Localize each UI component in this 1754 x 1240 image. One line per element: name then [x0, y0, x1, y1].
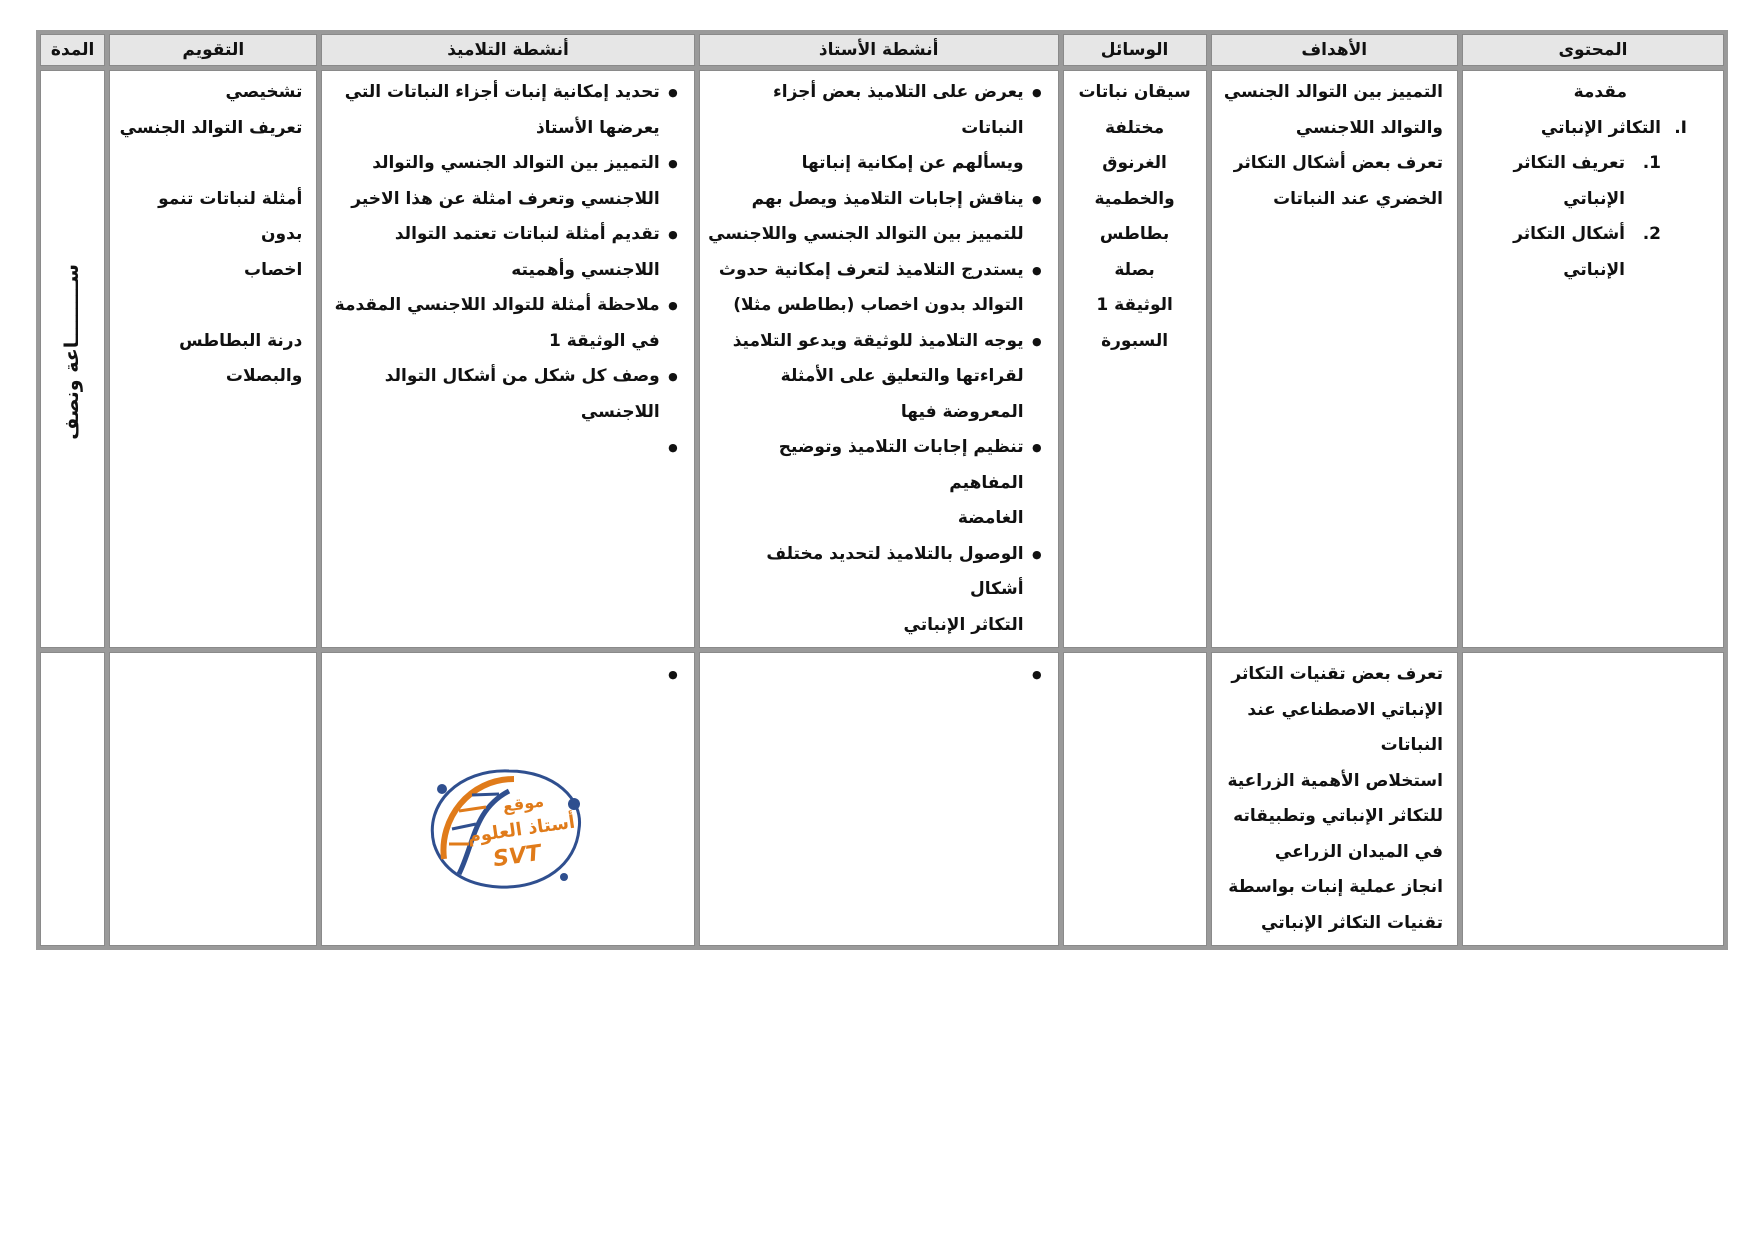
student-activities-cell-2 [321, 652, 694, 946]
objective-line: للتكاثر الإنباتي وتطبيقاته [1233, 806, 1443, 826]
activity-line: اللاجنسي وأهميته [511, 259, 660, 280]
teacher-activities-cell [699, 70, 1059, 648]
objective-line: تعرف بعض تقنيات التكاثر [1231, 664, 1443, 684]
activity-line: التكاثر الإنباتي [903, 614, 1024, 635]
dna-logo-icon [414, 749, 594, 899]
tool-line: والخطمية [1094, 188, 1175, 209]
tool-line: سيقان نباتات [1078, 82, 1191, 102]
activity-line: ● تنظيم إجابات التلاميذ وتوضيح المفاهيم [778, 437, 1024, 493]
evaluation-cell [109, 70, 317, 648]
student-activity [330, 75, 677, 146]
student-activity-empty [330, 657, 677, 693]
site-logo [330, 693, 677, 913]
objective-line: تعرف بعض أشكال التكاثر [1233, 153, 1443, 173]
evaluation-line: اخصاب [244, 259, 303, 280]
student-activity-empty [330, 430, 677, 466]
item-line1: تعريف التكاثر [1513, 153, 1625, 173]
activity-line: ● ملاحظة أمثلة للتوالد اللاجنسي المقدمة [334, 295, 660, 315]
tool-line: الوثيقة 1 [1096, 295, 1173, 315]
logo-text-middle: أستاذ العلوم [466, 811, 577, 847]
section-title: التكاثر الإنباتي [1540, 117, 1661, 138]
header-teacher-activities: أنشطة الأستاذ [699, 34, 1059, 66]
tool-line: الغرنوق [1102, 153, 1167, 173]
header-tools: الوسائل [1063, 34, 1207, 66]
item-number: 2. [1642, 224, 1661, 244]
student-activities-list-2 [330, 657, 677, 693]
activity-line: يعرضها الأستاذ [535, 117, 660, 138]
content-cell-2 [1462, 652, 1724, 946]
activity-line: المعروضة فيها [900, 401, 1024, 422]
evaluation-line: درنة البطاطس والبصلات [179, 330, 303, 386]
student-activity [330, 146, 677, 217]
teacher-activity [708, 430, 1042, 537]
objective-line: استخلاص الأهمية الزراعية [1227, 770, 1443, 791]
logo-text-bottom: SVT [491, 840, 543, 872]
row-1 [40, 70, 1724, 648]
student-activities-cell [321, 70, 694, 648]
item-line2: الإنباتي [1563, 259, 1625, 280]
tools-cell-2 [1063, 652, 1207, 946]
content-item-2 [1471, 217, 1661, 253]
header-student-activities: أنشطة التلاميذ [321, 34, 694, 66]
lesson-plan-table [36, 30, 1728, 950]
activity-line: ● تقديم أمثلة لنباتات تعتمد التوالد [394, 224, 660, 244]
activity-line [330, 657, 659, 693]
activity-line: ● التمييز بين التوالد الجنسي والتوالد [372, 153, 660, 173]
objective-line: الخضري عند النباتات [1273, 188, 1443, 209]
header-duration: المدة [40, 34, 105, 66]
activity-line: ● وصف كل شكل من أشكال التوالد [384, 366, 660, 386]
activity-line: ● يعرض على التلاميذ بعض أجزاء النباتات [773, 82, 1024, 138]
item-line1: أشكال التكاثر [1513, 224, 1625, 244]
teacher-activity [708, 253, 1042, 324]
content-intro: مقدمة [1573, 82, 1627, 102]
evaluation-line: أمثلة لنباتات تنمو بدون [158, 188, 303, 244]
duration-cell [40, 70, 105, 648]
teacher-activities-cell-2 [699, 652, 1059, 946]
student-activity [330, 217, 677, 288]
activity-line: ● الوصول بالتلاميذ لتحديد مختلف أشكال [766, 543, 1024, 599]
activity-line [330, 430, 659, 466]
teacher-activity [708, 182, 1042, 253]
evaluation-line: تشخيصي [225, 82, 303, 102]
evaluation-gap [118, 146, 302, 182]
header-content: المحتوى [1462, 34, 1724, 66]
tool-line: بصلة [1114, 259, 1155, 280]
objective-line: والتوالد اللاجنسي [1295, 117, 1443, 138]
student-activity [330, 288, 677, 359]
activity-line: ويسألهم عن إمكانية إنباتها [801, 153, 1024, 173]
student-activities-list [330, 75, 677, 466]
item-line2: الإنباتي [1563, 188, 1625, 209]
header-objectives: الأهداف [1211, 34, 1458, 66]
activity-line [708, 657, 1024, 693]
duration-text: ســـــــــاعة ونصف [61, 264, 84, 441]
tool-line: السبورة [1101, 330, 1169, 351]
header-row [40, 34, 1724, 66]
evaluation-cell-2 [109, 652, 317, 946]
tools-cell [1063, 70, 1207, 648]
objective-line: الإنباتي الاصطناعي عند [1247, 699, 1443, 720]
teacher-activity [708, 324, 1042, 431]
item-number: 1. [1642, 153, 1661, 173]
activity-line: في الوثيقة 1 [548, 330, 660, 351]
activity-line: الغامضة [957, 508, 1024, 528]
objective-line: تقنيات التكاثر الإنباتي [1261, 912, 1443, 933]
teacher-activities-list [708, 75, 1042, 643]
duration-cell-2 [40, 652, 105, 946]
logo-text-top: موقع [501, 790, 546, 816]
content-item-1 [1471, 146, 1661, 182]
activity-line: ● تحديد إمكانية إنبات أجزاء النباتات التي [344, 82, 660, 102]
activity-line: لقراءتها والتعليق على الأمثلة [780, 366, 1024, 386]
teacher-activity-empty [708, 657, 1042, 693]
evaluation-line: تعريف التوالد الجنسي [119, 117, 303, 138]
activity-line: ● يوجه التلاميذ للوثيقة ويدعو التلاميذ [732, 330, 1024, 351]
objective-line: في الميدان الزراعي [1274, 841, 1443, 862]
activity-line: اللاجنسي وتعرف امثلة عن هذا الاخير [351, 188, 660, 209]
teacher-activity [708, 75, 1042, 182]
objective-line: التمييز بين التوالد الجنسي [1223, 82, 1443, 102]
objective-line: انجاز عملية إنبات بواسطة [1228, 877, 1443, 897]
objectives-cell-2 [1211, 652, 1458, 946]
tool-line: بطاطس [1099, 224, 1170, 244]
evaluation-gap [118, 288, 302, 324]
objectives-cell [1211, 70, 1458, 648]
row-2 [40, 652, 1724, 946]
teacher-activities-list-2 [708, 657, 1042, 693]
activity-line: التوالد بدون اخصاب (بطاطس مثلا) [733, 295, 1024, 315]
activity-line: اللاجنسي [580, 401, 660, 422]
header-evaluation: التقويم [109, 34, 317, 66]
student-activity [330, 359, 677, 430]
activity-line: ● يناقش إجابات التلاميذ ويصل بهم [751, 188, 1024, 209]
activity-line: للتمييز بين التوالد الجنسي واللاجنسي [708, 224, 1024, 244]
content-section [1471, 111, 1687, 147]
section-number: I. [1674, 117, 1687, 138]
teacher-activity [708, 537, 1042, 644]
activity-line: ● يستدرج التلاميذ لتعرف إمكانية حدوث [718, 259, 1024, 280]
content-cell [1462, 70, 1724, 648]
tool-line: مختلفة [1104, 117, 1165, 138]
objective-line: النباتات [1380, 735, 1443, 755]
